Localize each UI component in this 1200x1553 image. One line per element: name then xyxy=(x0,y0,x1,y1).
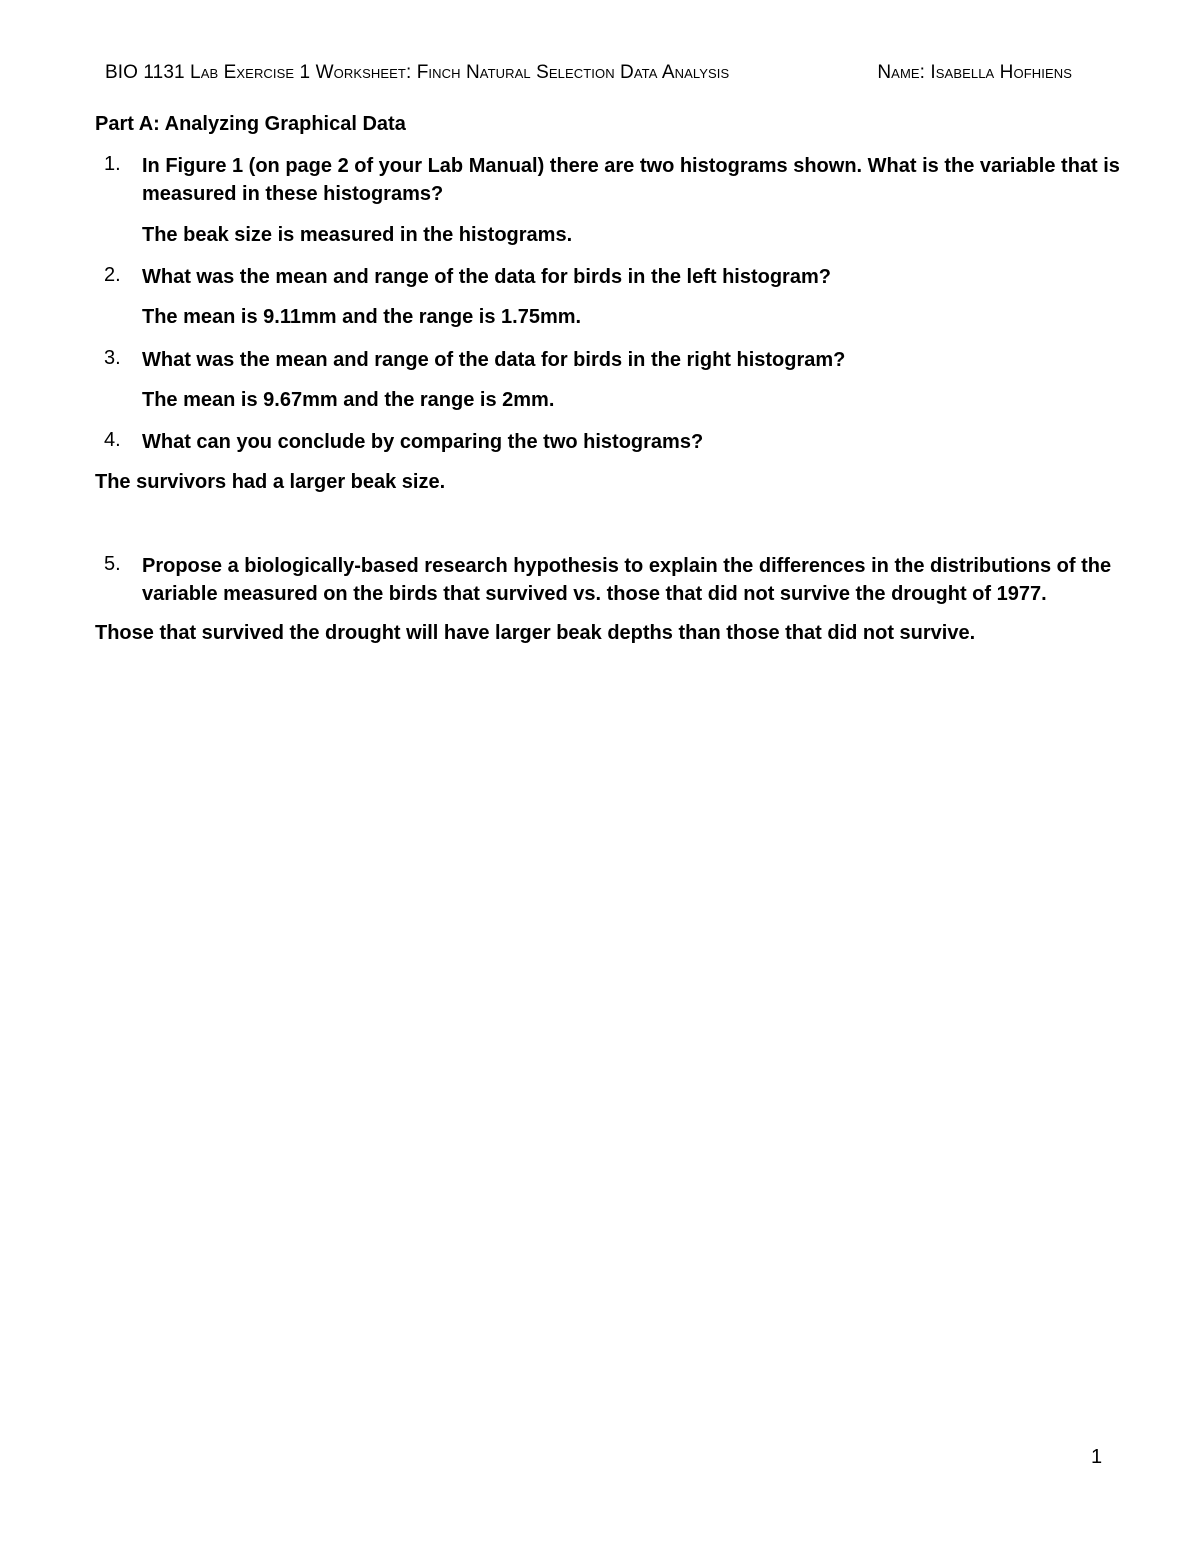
question-number: 4. xyxy=(104,429,121,451)
question-text: What was the mean and range of the data for birds in the left histogram? xyxy=(142,266,831,288)
question-number: 5. xyxy=(104,553,121,575)
question-number: 3. xyxy=(104,347,121,369)
question-text: Propose a biologically-based research hypothesis to explain the differences in the distributions of the variable measured on the birds that survived vs. those that did not survive the drought of 1977. xyxy=(142,555,1112,605)
header-student-name: Name: Isabella Hofhiens xyxy=(877,62,1072,83)
question-text: What can you conclude by comparing the two histograms? xyxy=(142,431,704,453)
answer-1: The beak size is measured in the histograms. xyxy=(142,224,573,246)
section-title: Part A: Analyzing Graphical Data xyxy=(95,113,406,135)
question-number: 2. xyxy=(104,264,121,286)
answer-4: The survivors had a larger beak size. xyxy=(95,471,446,493)
page-header xyxy=(105,62,1072,90)
header-title: BIO 1131 Lab Exercise 1 Worksheet: Finch Natural Selection Data Analysis xyxy=(105,62,730,83)
page-number: 1 xyxy=(1091,1446,1103,1468)
answer-5: Those that survived the drought will have larger beak depths than those that did not survive. xyxy=(95,622,976,644)
question-text: In Figure 1 (on page 2 of your Lab Manual) there are two histograms shown. What is the variable that is measured in these histograms? xyxy=(142,155,1120,205)
question-text: What was the mean and range of the data for birds in the right histogram? xyxy=(142,349,846,371)
question-number: 1. xyxy=(104,153,121,175)
answer-2: The mean is 9.11mm and the range is 1.75mm. xyxy=(142,306,582,328)
answer-3: The mean is 9.67mm and the range is 2mm. xyxy=(142,389,555,411)
